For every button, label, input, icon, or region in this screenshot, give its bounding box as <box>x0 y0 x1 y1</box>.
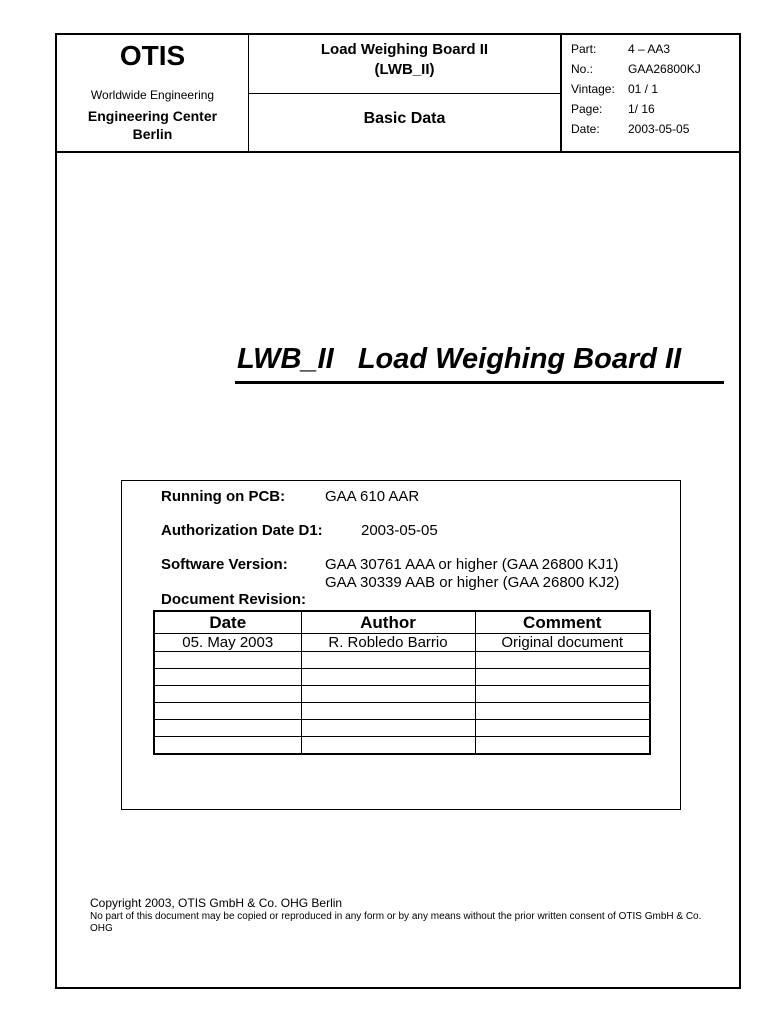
authorization-date-label: Authorization Date D1: <box>161 522 323 539</box>
software-version-value-2: GAA 30339 AAB or higher (GAA 26800 KJ2) <box>325 574 620 591</box>
header-divider-middle <box>248 93 561 94</box>
company-logo-text: OTIS <box>119 40 186 71</box>
meta-value-no: GAA26800KJ <box>628 62 701 76</box>
cell-author <box>301 703 475 720</box>
division-label: Worldwide Engineering <box>90 88 215 102</box>
column-header-date: Date <box>154 611 301 634</box>
table-row <box>154 686 650 703</box>
pcb-label: Running on PCB: <box>161 488 286 505</box>
cell-comment <box>475 669 650 686</box>
cell-comment <box>475 686 650 703</box>
meta-value-date: 2003-05-05 <box>628 122 690 136</box>
doc-title-line1: Load Weighing Board II <box>320 41 489 58</box>
section-title: Basic Data <box>363 110 446 127</box>
column-header-author: Author <box>301 611 475 634</box>
cell-date <box>154 720 301 737</box>
revision-table-header-row <box>154 611 650 634</box>
cell-comment: Original document <box>475 634 650 652</box>
cell-comment <box>475 703 650 720</box>
cell-date: 05. May 2003 <box>154 634 301 652</box>
meta-value-page: 1/ 16 <box>628 102 655 116</box>
meta-label-vintage: Vintage: <box>571 82 615 96</box>
table-row <box>154 720 650 737</box>
cell-author: R. Robledo Barrio <box>301 634 475 652</box>
meta-label-page: Page: <box>571 102 603 116</box>
cell-date <box>154 669 301 686</box>
cell-author <box>301 652 475 669</box>
cell-date <box>154 652 301 669</box>
engineering-center-line2: Berlin <box>132 126 173 142</box>
revision-table <box>153 610 651 755</box>
table-row <box>154 652 650 669</box>
meta-label-no: No.: <box>571 62 594 76</box>
copyright-disclaimer: No part of this document may be copied or reproduced in any form or by any means without the prior written consent of OTIS GmbH & Co. OHG <box>90 911 702 934</box>
cell-comment <box>475 720 650 737</box>
cover-title-underline <box>235 381 724 384</box>
meta-value-part: 4 – AA3 <box>628 42 671 56</box>
software-version-value-1: GAA 30761 AAA or higher (GAA 26800 KJ1) <box>325 556 619 573</box>
cell-author <box>301 737 475 755</box>
table-row <box>154 737 650 755</box>
table-row <box>154 703 650 720</box>
meta-label-part: Part: <box>571 42 597 56</box>
cell-date <box>154 686 301 703</box>
cell-date <box>154 703 301 720</box>
cover-title: LWB_II Load Weighing Board II <box>237 343 690 375</box>
engineering-center-line1: Engineering Center <box>87 108 218 124</box>
table-row <box>154 669 650 686</box>
cell-author <box>301 669 475 686</box>
software-version-label: Software Version: <box>161 556 288 573</box>
authorization-date-value: 2003-05-05 <box>361 522 438 539</box>
table-row <box>154 634 650 652</box>
cell-author <box>301 686 475 703</box>
meta-label-date: Date: <box>571 122 600 136</box>
cell-comment <box>475 737 650 755</box>
column-header-comment: Comment <box>475 611 650 634</box>
pcb-value: GAA 610 AAR <box>325 488 420 505</box>
cell-comment <box>475 652 650 669</box>
document-revision-label: Document Revision: <box>161 591 307 608</box>
cell-author <box>301 720 475 737</box>
copyright-notice: Copyright 2003, OTIS GmbH & Co. OHG Berlin <box>90 896 343 910</box>
cell-date <box>154 737 301 755</box>
meta-value-vintage: 01 / 1 <box>628 82 659 96</box>
doc-title-line2: (LWB_II) <box>374 61 435 78</box>
